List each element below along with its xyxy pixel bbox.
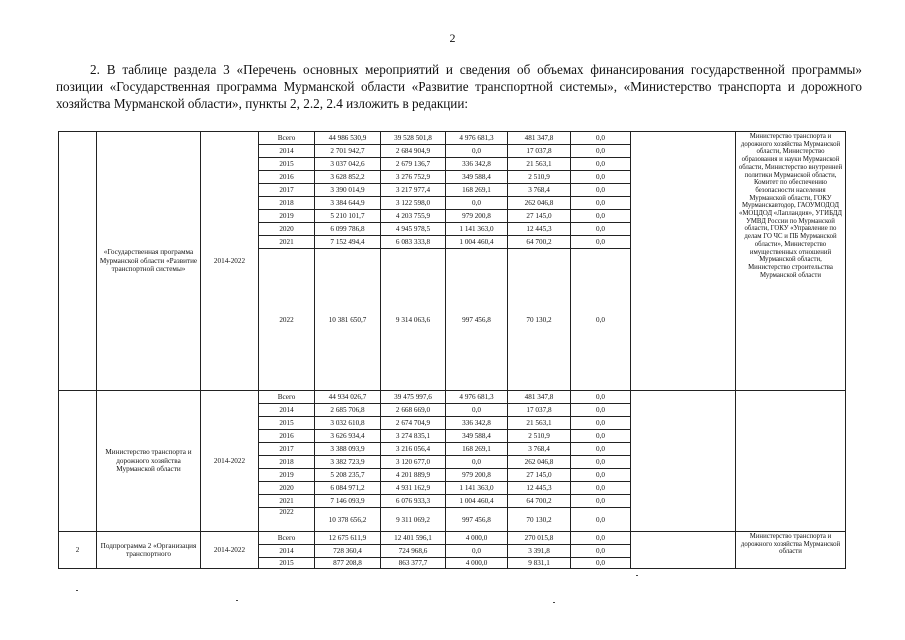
cell-other: 0,0 — [571, 469, 631, 482]
cell-total: 44 934 026,7 — [315, 391, 381, 404]
cell-year: 2020 — [259, 482, 315, 495]
cell-total: 6 099 786,8 — [315, 223, 381, 236]
program-name: Подпрограмма 2 «Организация транспортного — [97, 532, 201, 569]
cell-regional: 39 528 501,8 — [381, 132, 446, 145]
cell-regional: 3 276 752,9 — [381, 171, 446, 184]
executors: Министерство транспорта и дорожного хозяйства Мурманской области, Министерство образования и науки Мурманской области, Министерство внутренней политики Мурманской области, Комитет по обеспечению безопасности населения Мурманской области, ГОКУ Мурманскавтодор, ГАОУМОДОД «МОЦДОД «Лапландия», УГИБДД УМВД России по Мурманской области, ГОКУ «Управление по делам ГО ЧС и ПБ Мурманской области», Министерство имущественных отношений Мурманской области, Министерство строительства Мурманской области — [736, 132, 846, 391]
cell-year: 2016 — [259, 171, 315, 184]
executors: Министерство транспорта и дорожного хозяйства Мурманской области — [736, 532, 846, 569]
cell-regional: 39 475 997,6 — [381, 391, 446, 404]
row-number: 2 — [59, 532, 97, 569]
cell-local: 12 445,3 — [508, 482, 571, 495]
cell-regional: 3 120 677,0 — [381, 456, 446, 469]
cell-other: 0,0 — [571, 158, 631, 171]
cell-year: 2014 — [259, 404, 315, 417]
cell-other: 0,0 — [571, 443, 631, 456]
cell-regional: 4 203 755,9 — [381, 210, 446, 223]
cell-other: 0,0 — [571, 417, 631, 430]
cell-regional: 6 076 933,3 — [381, 495, 446, 508]
cell-total: 3 037 042,6 — [315, 158, 381, 171]
cell-year: 2018 — [259, 456, 315, 469]
cell-local: 2 510,9 — [508, 430, 571, 443]
cell-local: 27 145,0 — [508, 469, 571, 482]
cell-total: 3 384 644,9 — [315, 197, 381, 210]
cell-local: 70 130,2 — [508, 508, 571, 532]
cell-year: 2020 — [259, 223, 315, 236]
cell-other: 0,0 — [571, 532, 631, 545]
cell-federal: 349 588,4 — [446, 171, 508, 184]
cell-other: 0,0 — [571, 545, 631, 558]
program-name: Министерство транспорта и дорожного хозяйства Мурманской области — [97, 391, 201, 532]
cell-regional: 4 945 978,5 — [381, 223, 446, 236]
cell-regional: 3 217 977,4 — [381, 184, 446, 197]
cell-year: 2022 — [259, 249, 315, 391]
cell-other: 0,0 — [571, 508, 631, 532]
cell-regional: 2 674 704,9 — [381, 417, 446, 430]
cell-total: 10 378 656,2 — [315, 508, 381, 532]
cell-other: 0,0 — [571, 145, 631, 158]
cell-year: 2022 — [259, 508, 315, 532]
cell-other: 0,0 — [571, 495, 631, 508]
cell-federal: 0,0 — [446, 197, 508, 210]
cell-local: 262 046,8 — [508, 456, 571, 469]
cell-total: 10 381 650,7 — [315, 249, 381, 391]
table-row — [59, 532, 846, 545]
program-period: 2014-2022 — [201, 532, 259, 569]
cell-federal: 336 342,8 — [446, 417, 508, 430]
financing-table — [58, 131, 846, 569]
cell-total: 5 210 101,7 — [315, 210, 381, 223]
program-period: 2014-2022 — [201, 391, 259, 532]
table-row — [59, 391, 846, 404]
cell-federal: 168 269,1 — [446, 184, 508, 197]
cell-regional: 2 684 904,9 — [381, 145, 446, 158]
cell-local: 270 015,8 — [508, 532, 571, 545]
cell-local: 64 700,2 — [508, 236, 571, 249]
cell-local: 3 391,8 — [508, 545, 571, 558]
cell-other: 0,0 — [571, 558, 631, 569]
cell-federal: 1 141 363,0 — [446, 223, 508, 236]
cell-year: 2017 — [259, 443, 315, 456]
cell-federal: 1 141 363,0 — [446, 482, 508, 495]
cell-local: 262 046,8 — [508, 197, 571, 210]
cell-federal: 0,0 — [446, 545, 508, 558]
page-number: 2 — [449, 31, 456, 45]
cell-other: 0,0 — [571, 391, 631, 404]
cell-other: 0,0 — [571, 430, 631, 443]
cell-federal: 0,0 — [446, 404, 508, 417]
cell-total: 3 032 610,8 — [315, 417, 381, 430]
program-name: «Государственная программа Мурманской области «Развитие транспортной системы» — [97, 132, 201, 391]
row-number — [59, 132, 97, 391]
cell-regional: 4 201 889,9 — [381, 469, 446, 482]
cell-total: 3 390 014,9 — [315, 184, 381, 197]
cell-year: 2014 — [259, 145, 315, 158]
cell-federal: 168 269,1 — [446, 443, 508, 456]
cell-total: 3 628 852,2 — [315, 171, 381, 184]
cell-total: 12 675 611,9 — [315, 532, 381, 545]
cell-regional: 12 401 596,1 — [381, 532, 446, 545]
cell-other: 0,0 — [571, 197, 631, 210]
row-number — [59, 391, 97, 532]
scan-speck — [636, 575, 638, 576]
cell-federal: 4 976 681,3 — [446, 391, 508, 404]
executors — [736, 391, 846, 532]
cell-total: 728 360,4 — [315, 545, 381, 558]
cell-local: 17 037,8 — [508, 404, 571, 417]
cell-federal: 997 456,8 — [446, 249, 508, 391]
cell-year: 2021 — [259, 495, 315, 508]
cell-total: 44 986 530,9 — [315, 132, 381, 145]
cell-regional: 2 668 669,0 — [381, 404, 446, 417]
cell-year: Всего — [259, 132, 315, 145]
cell-regional: 3 216 056,4 — [381, 443, 446, 456]
cell-federal: 1 004 460,4 — [446, 236, 508, 249]
cell-federal: 0,0 — [446, 145, 508, 158]
cell-total: 7 152 494,4 — [315, 236, 381, 249]
cell-local: 481 347,8 — [508, 132, 571, 145]
cell-local: 9 831,1 — [508, 558, 571, 569]
cell-other: 0,0 — [571, 171, 631, 184]
cell-local: 70 130,2 — [508, 249, 571, 391]
cell-year: 2018 — [259, 197, 315, 210]
cell-local: 3 768,4 — [508, 443, 571, 456]
cell-local: 64 700,2 — [508, 495, 571, 508]
cell-year: 2014 — [259, 545, 315, 558]
cell-local: 2 510,9 — [508, 171, 571, 184]
cell-regional: 3 122 598,0 — [381, 197, 446, 210]
scan-speck — [553, 602, 555, 603]
cell-local: 27 145,0 — [508, 210, 571, 223]
cell-local: 481 347,8 — [508, 391, 571, 404]
cell-other: 0,0 — [571, 184, 631, 197]
cell-local: 12 445,3 — [508, 223, 571, 236]
cell-total: 3 388 093,9 — [315, 443, 381, 456]
cell-total: 2 701 942,7 — [315, 145, 381, 158]
cell-local: 3 768,4 — [508, 184, 571, 197]
cell-federal: 1 004 460,4 — [446, 495, 508, 508]
cell-total: 6 084 971,2 — [315, 482, 381, 495]
cell-other: 0,0 — [571, 223, 631, 236]
cell-regional: 9 311 069,2 — [381, 508, 446, 532]
cell-year: 2016 — [259, 430, 315, 443]
scan-speck — [76, 590, 78, 591]
cell-total: 7 146 093,9 — [315, 495, 381, 508]
table-row — [59, 132, 846, 145]
cell-other: 0,0 — [571, 404, 631, 417]
cell-total: 3 382 723,9 — [315, 456, 381, 469]
cell-year: 2019 — [259, 210, 315, 223]
cell-regional: 863 377,7 — [381, 558, 446, 569]
cell-year: 2017 — [259, 184, 315, 197]
cell-federal: 4 000,0 — [446, 558, 508, 569]
cell-regional: 724 968,6 — [381, 545, 446, 558]
cell-total: 2 685 706,8 — [315, 404, 381, 417]
cell-other: 0,0 — [571, 236, 631, 249]
indicator-cell — [631, 132, 736, 391]
indicator-cell — [631, 391, 736, 532]
cell-regional: 3 274 835,1 — [381, 430, 446, 443]
cell-other: 0,0 — [571, 249, 631, 391]
intro-paragraph: 2. В таблице раздела 3 «Перечень основных мероприятий и сведения об объемах финансирования государственной программы» позиции «Государственная программа Мурманской области «Развитие транспортной системы», «Министерство транспорта и дорожного хозяйства Мурманской области», пункты 2, 2.2, 2.4 изложить в редакции: — [56, 62, 862, 111]
cell-local: 21 563,1 — [508, 417, 571, 430]
cell-year: 2015 — [259, 417, 315, 430]
cell-federal: 979 200,8 — [446, 210, 508, 223]
program-period: 2014-2022 — [201, 132, 259, 391]
cell-regional: 4 931 162,9 — [381, 482, 446, 495]
cell-total: 877 208,8 — [315, 558, 381, 569]
cell-federal: 4 976 681,3 — [446, 132, 508, 145]
cell-federal: 979 200,8 — [446, 469, 508, 482]
cell-other: 0,0 — [571, 482, 631, 495]
cell-year: 2015 — [259, 558, 315, 569]
cell-federal: 349 588,4 — [446, 430, 508, 443]
cell-regional: 6 083 333,8 — [381, 236, 446, 249]
cell-other: 0,0 — [571, 210, 631, 223]
cell-total: 3 626 934,4 — [315, 430, 381, 443]
cell-regional: 9 314 063,6 — [381, 249, 446, 391]
cell-year: Всего — [259, 391, 315, 404]
cell-federal: 997 456,8 — [446, 508, 508, 532]
cell-local: 21 563,1 — [508, 158, 571, 171]
cell-year: 2015 — [259, 158, 315, 171]
cell-regional: 2 679 136,7 — [381, 158, 446, 171]
scan-speck — [236, 600, 238, 601]
cell-year: Всего — [259, 532, 315, 545]
cell-other: 0,0 — [571, 456, 631, 469]
cell-federal: 336 342,8 — [446, 158, 508, 171]
cell-year: 2021 — [259, 236, 315, 249]
cell-year: 2019 — [259, 469, 315, 482]
cell-federal: 4 000,0 — [446, 532, 508, 545]
cell-federal: 0,0 — [446, 456, 508, 469]
cell-other: 0,0 — [571, 132, 631, 145]
cell-local: 17 037,8 — [508, 145, 571, 158]
indicator-cell — [631, 532, 736, 569]
cell-total: 5 208 235,7 — [315, 469, 381, 482]
